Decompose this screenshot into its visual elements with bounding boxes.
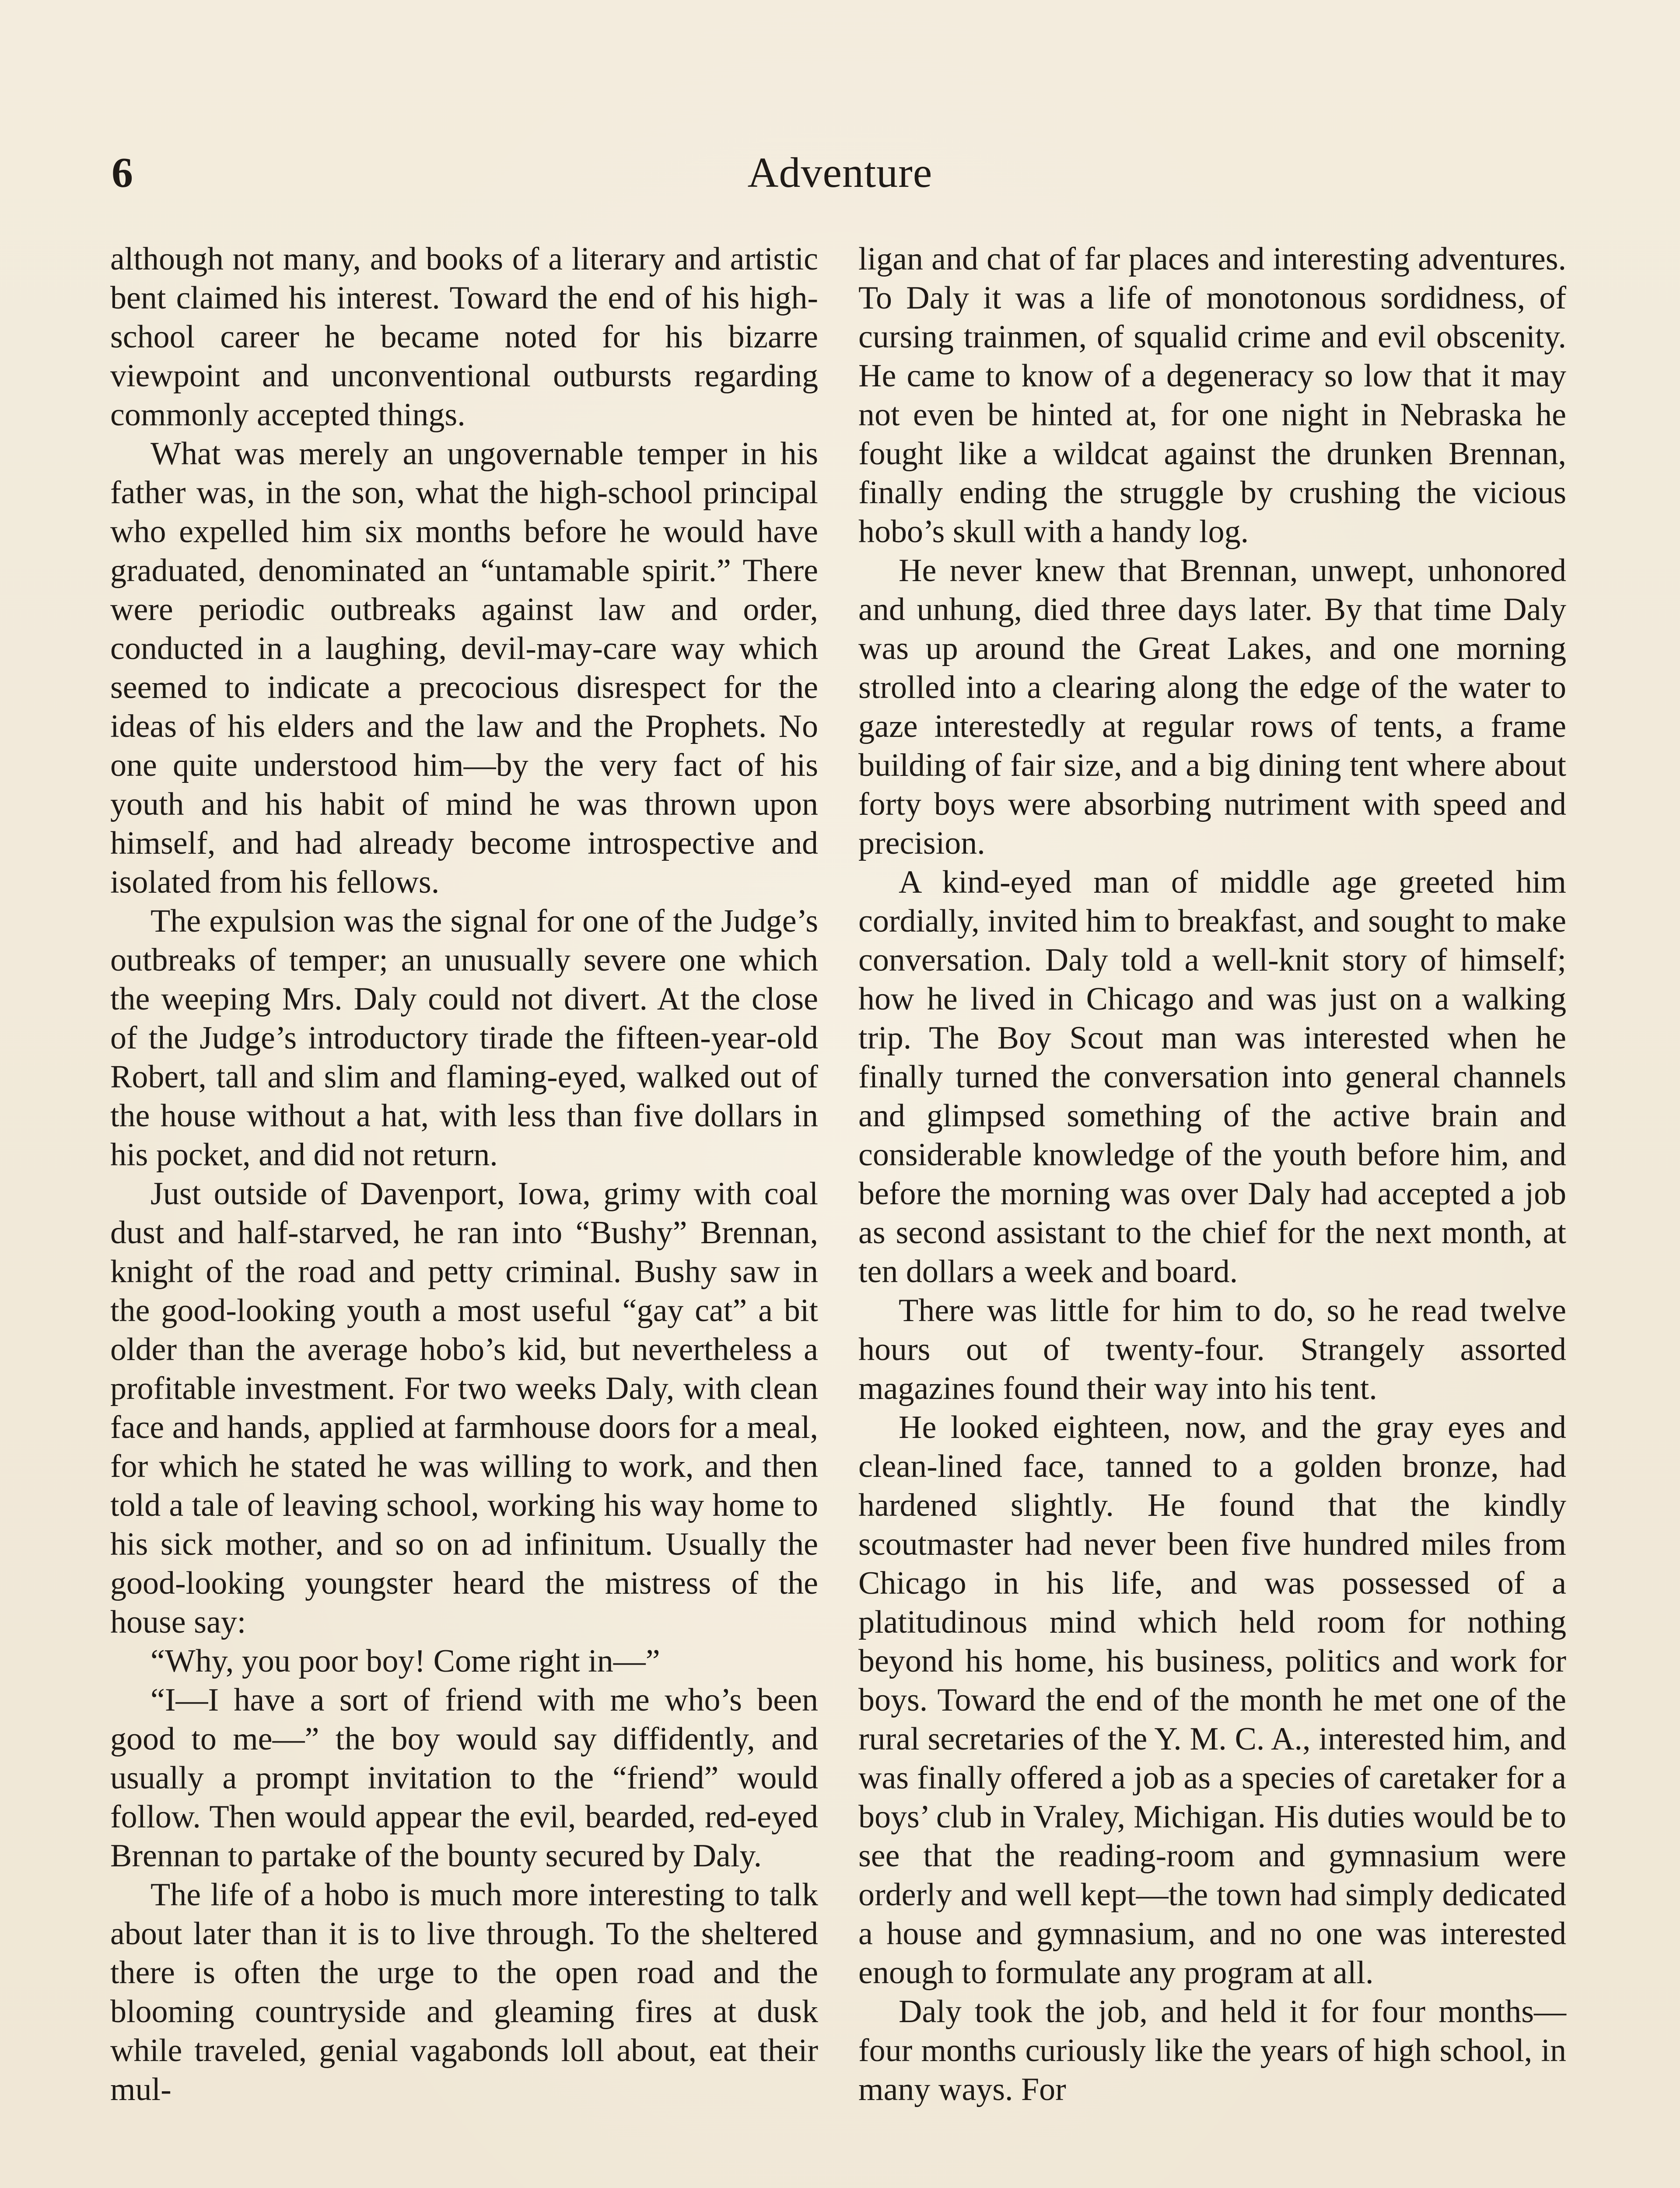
right-text-column — [858, 240, 1566, 2109]
paragraph: The expulsion was the signal for one of the Judge’s outbreaks of temper; an unusually severe one which the weeping Mrs. Daly could not divert. At the close of the Judge’s introductory tirade the fifteen-year-old Robert, tall and slim and flaming-eyed, walked out of the house without a hat, with less than five dollars in his pocket, and did not return. — [110, 903, 818, 1173]
paragraph: “Why, you poor boy! Come right in—” — [150, 1643, 660, 1679]
paragraph: “I—I have a sort of friend with me who’s been good to me—” the boy would say diffidently, and usually a prompt invitation to the “friend” would follow. Then would appear the evil, bearded, red-eyed Brennan to partake of the bounty secured by Daly. — [110, 1682, 818, 1874]
page-number: 6 — [112, 149, 133, 196]
paragraph: He looked eighteen, now, and the gray eyes and clean-lined face, tanned to a golden bronze, had hardened slightly. He found that the kindly scoutmaster had never been five hundred miles from Chicago in his life, and was possessed of a platitudinous mind which held room for nothing beyond his home, his business, politics and work for boys. Toward the end of the month he met one of the rural secretaries of the Y. M. C. A., interested him, and was finally offered a job as a species of caretaker for a boys’ club in Vraley, Michigan. His duties would be to see that the reading-room and gymnasium were orderly and well kept—the town had simply dedicated a house and gymnasium, and no one was interested enough to formulate any program at all. — [858, 1410, 1566, 1991]
paragraph: Daly took the job, and held it for four months—four months curiously like the years of high school, in many ways. For — [858, 1994, 1566, 2107]
paragraph: Just outside of Davenport, Iowa, grimy with coal dust and half-starved, he ran into “Bushy” Brennan, knight of the road and petty criminal. Bushy saw in the good-looking youth a most useful “gay cat” a bit older than the average hobo’s kid, but nevertheless a profitable investment. For two weeks Daly, with clean face and hands, applied at farmhouse doors for a meal, for which he stated he was willing to work, and then told a tale of leaving school, working his way home to his sick mother, and so on ad infinitum. Usually the good-looking youngster heard the mistress of the house say: — [110, 1176, 818, 1640]
paragraph: He never knew that Brennan, unwept, unhonored and unhung, died three days later. By that time Daly was up around the Great Lakes, and one morning strolled into a clearing along the edge of the water to gaze interestedly at regular rows of tents, a frame building of fair size, and a big dining tent where about forty boys were absorbing nutriment with speed and precision. — [858, 553, 1566, 861]
paragraph: A kind-eyed man of middle age greeted him cordially, invited him to breakfast, and sought to make conversation. Daly told a well-knit story of himself; how he lived in Chicago and was just on a walking trip. The Boy Scout man was interested when he finally turned the conversation into general channels and glimpsed something of the active brain and considerable knowledge of the youth before him, and before the morning was over Daly had accepted a job as second assistant to the chief for the next month, at ten dollars a week and board. — [858, 864, 1566, 1290]
paragraph: There was little for him to do, so he read twelve hours out of twenty-four. Strangely assorted magazines found their way into his tent. — [858, 1293, 1566, 1406]
paragraph: ligan and chat of far places and interesting adventures. To Daly it was a life of monotonous sordidness, of cursing trainmen, of squalid crime and evil obscenity. He came to know of a degeneracy so low that it may not even be hinted at, for one night in Nebraska he fought like a wildcat against the drunken Brennan, finally ending the struggle by crushing the vicious hobo’s skull with a handy log. — [858, 241, 1566, 550]
paragraph: The life of a hobo is much more interesting to talk about later than it is to live through. To the sheltered there is often the urge to the open road and the blooming countryside and gleaming fires at dusk while traveled, genial vagabonds loll about, eat their mul- — [110, 1877, 818, 2107]
left-text-column — [110, 240, 818, 2109]
paragraph: What was merely an ungovernable temper in his father was, in the son, what the high-school principal who expelled him six months before he would have graduated, denominated an “untamable spirit.” There were periodic outbreaks against law and order, conducted in a laughing, devil-may-care way which seemed to indicate a precocious disrespect for the ideas of his elders and the law and the Prophets. No one quite understood him—by the very fact of his youth and his habit of mind he was thrown upon himself, and had already become introspective and isolated from his fellows. — [110, 436, 818, 900]
running-head-title: Adventure — [747, 149, 933, 196]
page-header — [112, 144, 1568, 201]
paragraph: although not many, and books of a literary and artistic bent claimed his interest. Toward the end of his high-school career he became noted for his bizarre viewpoint and unconventional outbursts regarding commonly accepted things. — [110, 241, 818, 433]
